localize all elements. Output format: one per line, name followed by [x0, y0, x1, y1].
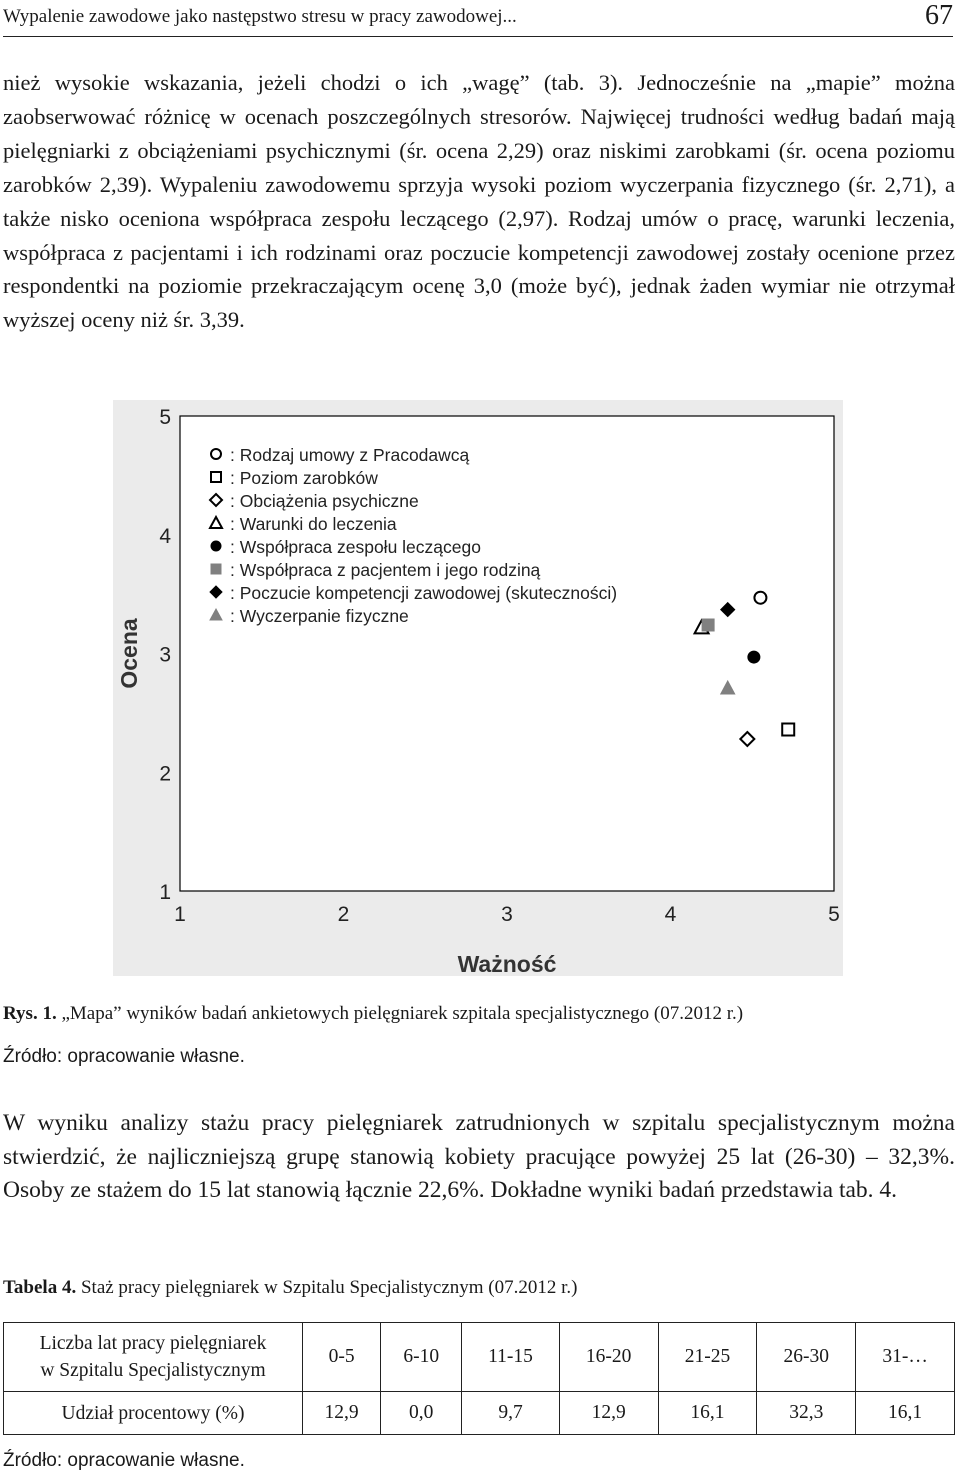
legend-label: : Rodzaj umowy z Pracodawcą	[230, 445, 470, 465]
table-cell: 16,1	[856, 1392, 955, 1435]
table-row-header-percent: Udział procentowy (%)	[4, 1392, 303, 1435]
table-column-header: 26-30	[757, 1323, 856, 1392]
legend-label: : Wyczerpanie fizyczne	[230, 606, 409, 626]
x-tick-label: 2	[337, 903, 350, 926]
table-source: Źródło: opracowanie własne.	[3, 1450, 245, 1471]
figure-caption-text: „Mapa” wyników badań ankietowych pielęgniarek szpitala specjalistycznego (07.2012 r.)	[61, 1003, 744, 1024]
table-title-label: Tabela 4.	[3, 1277, 77, 1298]
y-tick-label: 2	[159, 762, 171, 786]
running-title: Wypalenie zawodowe jako następstwo stresu w pracy zawodowej...	[3, 6, 517, 27]
x-tick-label: 4	[664, 903, 677, 926]
page-number: 67	[925, 0, 953, 31]
y-axis-label: Ocena	[116, 618, 142, 689]
legend-marker	[211, 449, 221, 459]
table-cell: 9,7	[462, 1392, 559, 1435]
table-column-header: 16-20	[559, 1323, 658, 1392]
body-paragraph-1: nież wysokie wskazania, jeżeli chodzi o ich „wagę” (tab. 3). Jednocześnie na „mapie” można zaobserwować różnicę w ocenach poszczególnych stresorów. Najwięcej trudności według badań mają pielęgniarki z obciążeniami psychicznymi (śr. ocena 2,29) oraz niskimi zarobkami (śr. ocena poziomu zarobków 2,39). Wypaleniu zawodowemu sprzyja wysoki poziom wyczerpania fizycznego (śr. 2,71), a także nisko oceniona współpraca zespołu leczącego (2,97). Rodzaj umów o pracę, warunki leczenia, współpraca z pacjentami i ich rodzinami oraz poczucie kompetencji zawodowej zostały ocenione przez respondentki na poziomie przekraczającym ocenę 3,0 (może być), jednak żaden wymiar nie otrzymał wyższej oceny niż śr. 3,39.	[3, 70, 955, 333]
row-header-line-2: w Szpitalu Specjalistycznym	[40, 1360, 266, 1381]
x-axis-label: Ważność	[457, 951, 557, 976]
table-column-header: 21-25	[658, 1323, 757, 1392]
figure-scatter-chart	[113, 400, 843, 976]
legend-label: : Warunki do leczenia	[230, 514, 397, 534]
y-tick-label: 1	[159, 881, 171, 904]
y-tick-label: 5	[159, 406, 171, 429]
figure-caption	[3, 1003, 743, 1025]
table-cell: 0,0	[381, 1392, 462, 1435]
figure-source: Źródło: opracowanie własne.	[3, 1046, 245, 1067]
scatter-chart-svg	[113, 400, 843, 976]
table-row-percent	[4, 1392, 955, 1435]
body-paragraph-2: W wyniku analizy stażu pracy pielęgniarek zatrudnionych w szpitalu specjalistycznym można stwierdzić, że najliczniejszą grupę stanowią kobiety pracujące powyżej 25 lat (26-30) – 32,3%. Osoby ze stażem do 15 lat stanowią łącznie 22,6%. Dokładne wyniki badań przedstawia tab. 4.	[3, 1110, 955, 1204]
legend-label: : Współpraca zespołu leczącego	[230, 537, 481, 557]
legend-label: : Poziom zarobków	[230, 468, 378, 488]
table-column-header: 31-…	[856, 1323, 955, 1392]
table-title	[3, 1277, 577, 1299]
table-cell: 12,9	[303, 1392, 381, 1435]
table-cell: 12,9	[559, 1392, 658, 1435]
figure-caption-label: Rys. 1.	[3, 1003, 57, 1024]
table-title-text: Staż pracy pielęgniarek w Szpitalu Specjalistycznym (07.2012 r.)	[80, 1277, 578, 1298]
x-tick-label: 1	[174, 903, 186, 926]
table-header-row	[4, 1323, 955, 1392]
data-point	[782, 724, 794, 736]
table-row-header-years	[4, 1323, 303, 1392]
table-cell: 32,3	[757, 1392, 856, 1435]
data-point	[702, 619, 714, 631]
table-column-header: 0-5	[303, 1323, 381, 1392]
y-tick-label: 4	[159, 524, 171, 548]
table-cell: 16,1	[658, 1392, 757, 1435]
table-column-header: 6-10	[381, 1323, 462, 1392]
y-tick-label: 3	[159, 643, 171, 667]
legend-marker	[211, 541, 221, 551]
x-tick-label: 3	[501, 903, 513, 926]
data-point	[754, 592, 766, 604]
page-header	[3, 0, 953, 37]
seniority-table	[3, 1322, 955, 1435]
row-header-line-1: Liczba lat pracy pielęgniarek	[39, 1333, 267, 1354]
x-tick-label: 5	[828, 903, 840, 926]
legend-label: : Poczucie kompetencji zawodowej (skuteczności)	[230, 583, 618, 603]
legend-marker	[211, 472, 221, 482]
legend-label: : Współpraca z pacjentem i jego rodziną	[230, 560, 541, 580]
legend-label: : Obciążenia psychiczne	[230, 491, 419, 511]
data-point	[748, 651, 760, 663]
legend-marker	[211, 564, 221, 574]
table-column-header: 11-15	[462, 1323, 559, 1392]
